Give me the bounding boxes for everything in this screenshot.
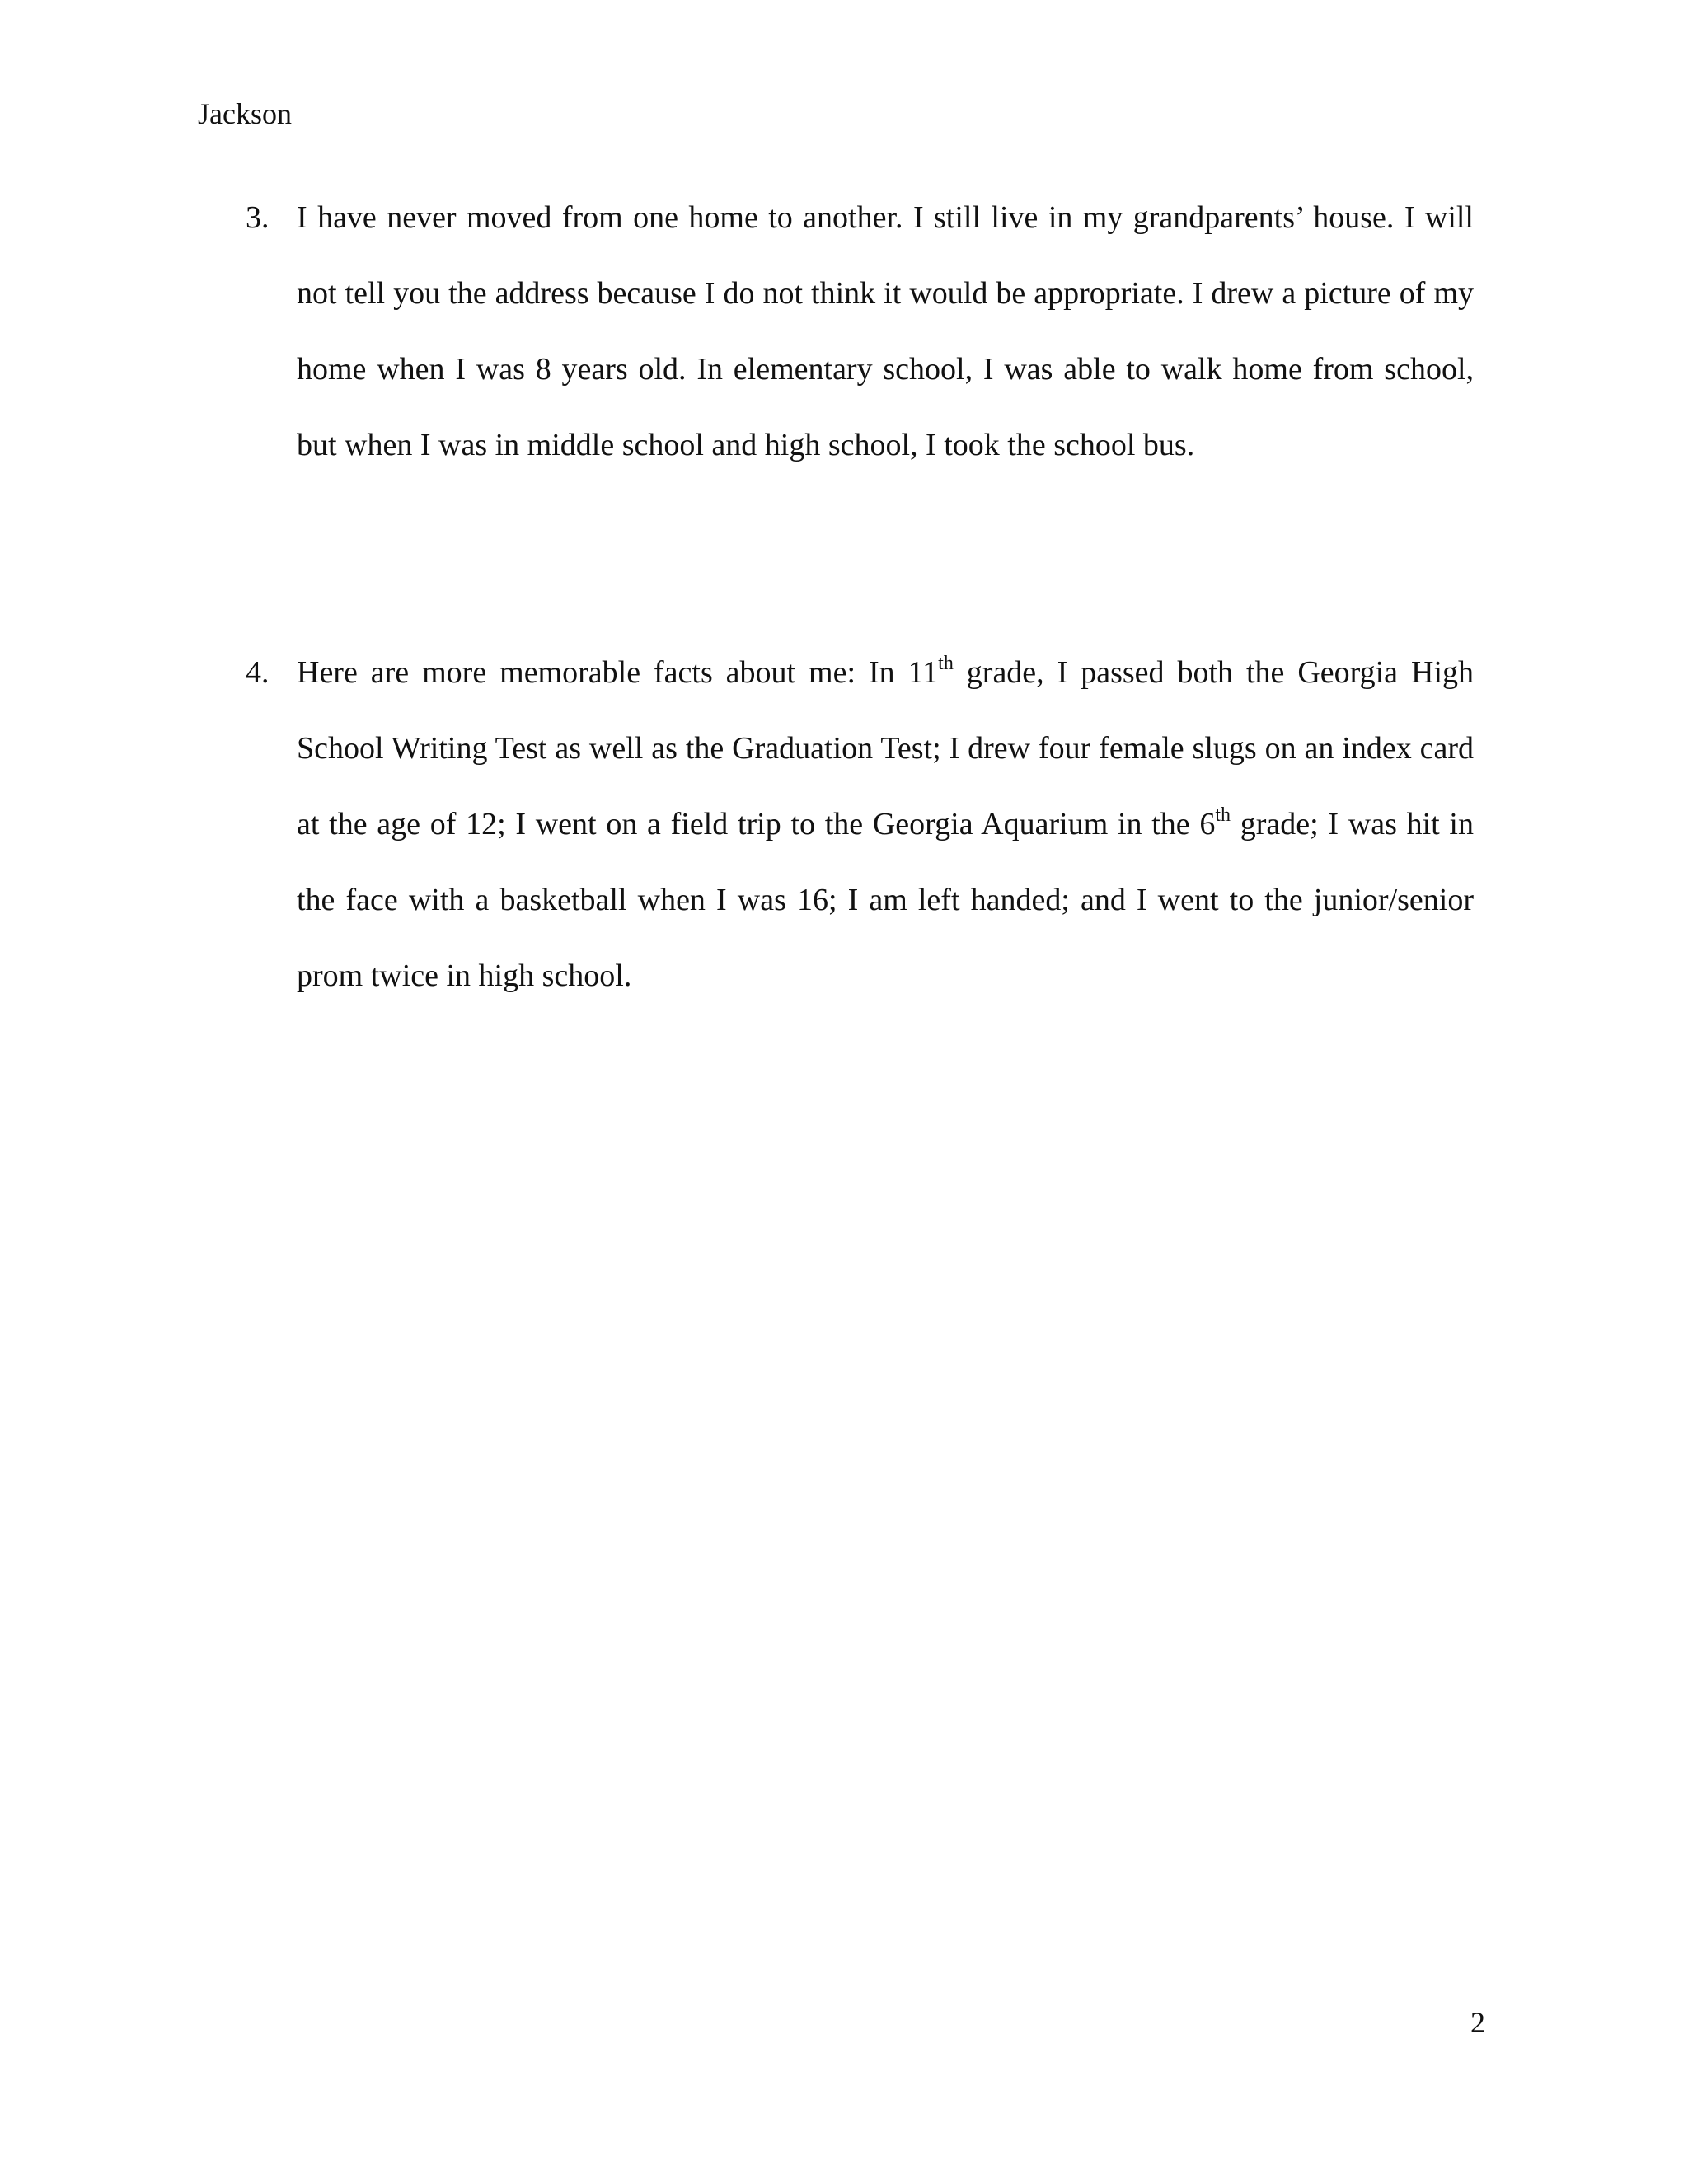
list-item-number: 3.: [246, 200, 270, 235]
list-item-text-segment: Here are more memorable facts about me: In 11: [297, 655, 939, 690]
list-item-text-segment: grade; I was hit in the face with a basketball when I was 16; I am left handed; and I went to the junior/senior prom twice in high school.: [297, 807, 1474, 993]
list-item-3: [246, 180, 1474, 483]
list-item-text-segment: grade, I passed both the Georgia High School Writing Test as well as the Graduation Test; I drew four female slugs on an index card at the age of 12; I went on a field trip to the Georgia Aquarium in the 6: [297, 655, 1474, 841]
list-item-number: 4.: [246, 655, 270, 690]
list-item-text: [297, 635, 1474, 1014]
ordinal-superscript: th: [1215, 804, 1231, 826]
list-item-text: I have never moved from one home to another. I still live in my grandparents’ house. I will not tell you the address because I do not think it would be appropriate. I drew a picture of my home when I was 8 years old. In elementary school, I was able to walk home from school, but when I was in middle school and high school, I took the school bus.: [297, 200, 1474, 462]
ordinal-superscript: th: [938, 653, 954, 674]
running-head-author: Jackson: [198, 97, 292, 130]
page-number: 2: [1470, 2006, 1485, 2039]
list-item-4: [246, 635, 1474, 1014]
